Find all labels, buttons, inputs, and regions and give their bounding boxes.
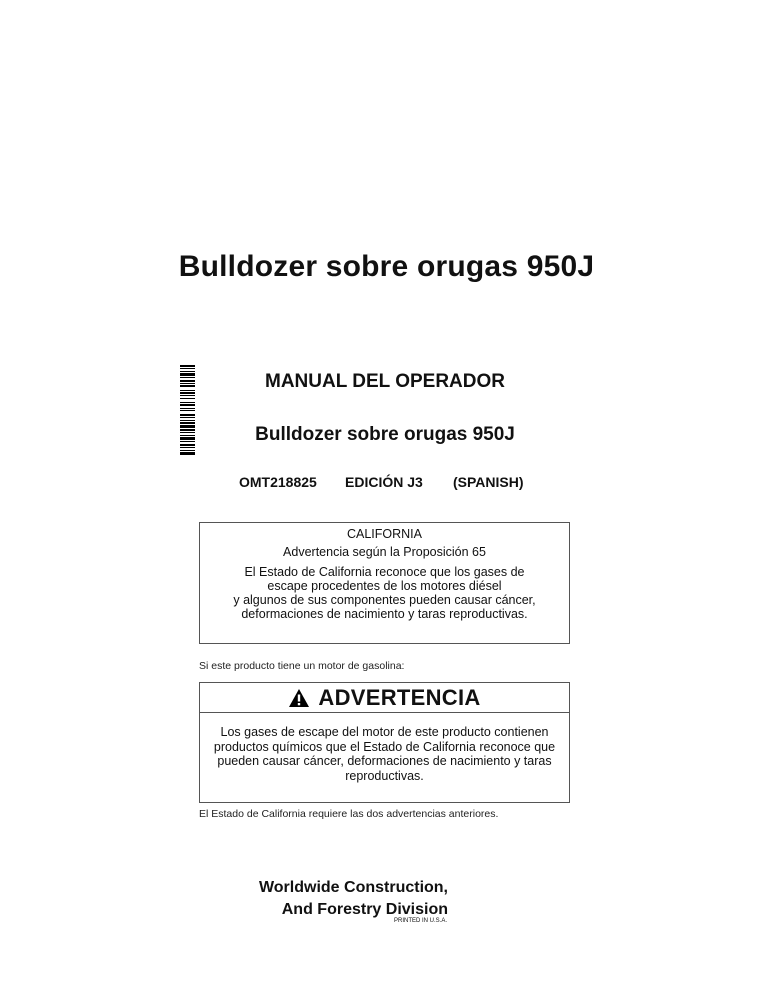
warning-line: reproductivas.	[345, 768, 424, 783]
warning-box	[199, 682, 570, 803]
organization-line-1: Worldwide Construction,	[258, 879, 448, 896]
california-line: deformaciones de nacimiento y taras reproductivas.	[241, 607, 528, 621]
printed-in-usa: PRINTED IN U.S.A.	[393, 918, 447, 924]
manual-label: MANUAL DEL OPERADOR	[265, 371, 505, 392]
california-line: El Estado de California reconoce que los gases de	[244, 565, 525, 579]
publication-number: OMT218825	[239, 474, 317, 490]
manual-subtitle: Bulldozer sobre orugas 950J	[255, 424, 515, 445]
barcode	[180, 365, 195, 490]
requirement-note: El Estado de California requiere las dos advertencias anteriores.	[199, 808, 499, 820]
warning-body	[206, 725, 563, 783]
warning-line: pueden causar cáncer, deformaciones de nacimiento y taras	[217, 754, 552, 768]
california-subheading: Advertencia según la Proposición 65	[283, 545, 486, 559]
edition: EDICIÓN J3	[345, 474, 423, 490]
organization-line-2: And Forestry Division	[281, 901, 448, 918]
california-heading: CALIFORNIA	[346, 527, 422, 541]
warning-header	[200, 683, 569, 713]
gasoline-note: Si este producto tiene un motor de gasolina:	[199, 660, 405, 672]
warning-line: productos químicos que el Estado de California reconoce que	[213, 739, 556, 754]
warning-line: Los gases de escape del motor de este producto contienen	[220, 725, 549, 739]
california-line: escape procedentes de los motores diésel	[267, 579, 502, 593]
language: (SPANISH)	[453, 474, 524, 490]
california-line: y algunos de sus componentes pueden causar cáncer,	[233, 593, 536, 607]
main-title: Bulldozer sobre orugas 950J	[178, 250, 595, 283]
california-body	[208, 565, 561, 621]
california-notice-box	[199, 522, 570, 644]
warning-title: ADVERTENCIA	[318, 684, 481, 710]
warning-triangle-icon	[288, 688, 310, 708]
